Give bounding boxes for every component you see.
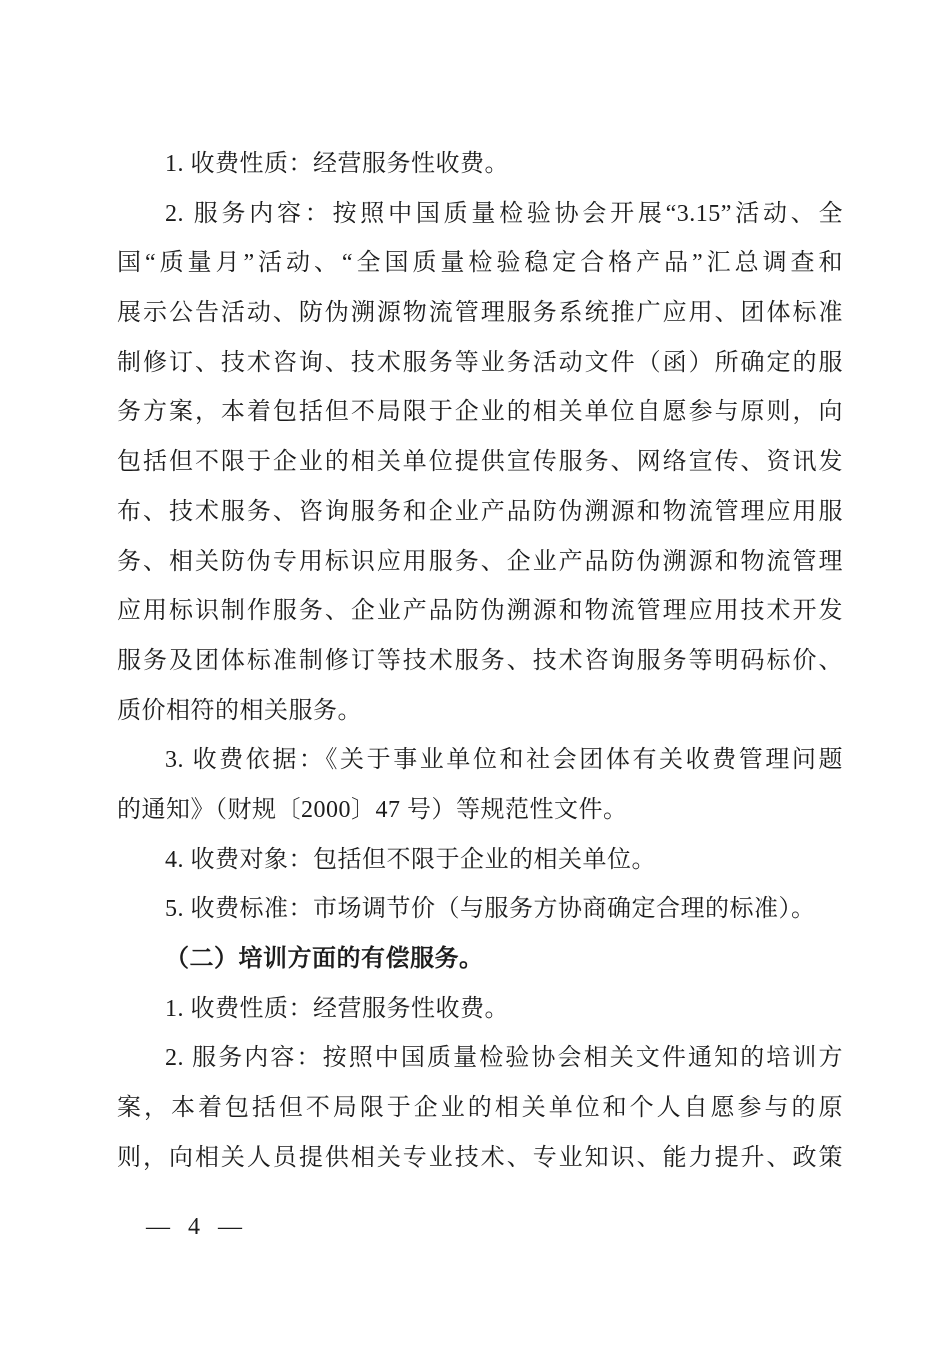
document-text-line: 包括但不限于企业的相关单位提供宣传服务、网络宣传、资讯发 bbox=[117, 449, 843, 476]
document-text-line: 3. 收费依据：《关于事业单位和社会团体有关收费管理问题 bbox=[165, 747, 843, 774]
document-text-line: 的通知》（财规〔2000〕47 号）等规范性文件。 bbox=[117, 796, 628, 823]
document-body bbox=[117, 140, 843, 1183]
document-text-line: 应用标识制作服务、企业产品防伪溯源和物流管理应用技术开发 bbox=[117, 598, 843, 625]
document-text-line: 1. 收费性质：经营服务性收费。 bbox=[165, 995, 509, 1022]
document-text-line: 1. 收费性质：经营服务性收费。 bbox=[165, 151, 509, 177]
document-text-line: 质价相符的相关服务。 bbox=[117, 697, 362, 724]
document-text-line: 5. 收费标准：市场调节价（与服务方协商确定合理的标准）。 bbox=[165, 896, 816, 923]
document-text-line: 国“质量月”活动、“全国质量检验稳定合格产品”汇总调查和 bbox=[117, 250, 843, 277]
document-text-line: 务、相关防伪专用标识应用服务、企业产品防伪溯源和物流管理 bbox=[117, 548, 843, 575]
document-text-line: 2. 服务内容：按照中国质量检验协会相关文件通知的培训方 bbox=[165, 1045, 843, 1072]
document-text-line: 展示公告活动、防伪溯源物流管理服务系统推广应用、团体标准 bbox=[117, 300, 843, 327]
document-text-line: 服务及团体标准制修订等技术服务、技术咨询服务等明码标价、 bbox=[117, 647, 843, 674]
document-text-line: 2. 服务内容：按照中国质量检验协会开展“3.15”活动、全 bbox=[165, 200, 843, 227]
document-text-line: 则，向相关人员提供相关专业技术、专业知识、能力提升、政策 bbox=[117, 1144, 843, 1171]
document-text-line: 4. 收费对象：包括但不限于企业的相关单位。 bbox=[165, 846, 656, 873]
document-text-line: 布、技术服务、咨询服务和企业产品防伪溯源和物流管理应用服 bbox=[117, 498, 843, 525]
page-number: — 4 — bbox=[146, 1214, 248, 1240]
document-text-line: （二）培训方面的有偿服务。 bbox=[165, 946, 484, 972]
document-text-line: 务方案，本着包括但不局限于企业的相关单位自愿参与原则，向 bbox=[117, 399, 843, 426]
document-text-line: 制修订、技术咨询、技术服务等业务活动文件（函）所确定的服 bbox=[117, 349, 843, 376]
document-text-line: 案，本着包括但不局限于企业的相关单位和个人自愿参与的原 bbox=[117, 1095, 843, 1122]
